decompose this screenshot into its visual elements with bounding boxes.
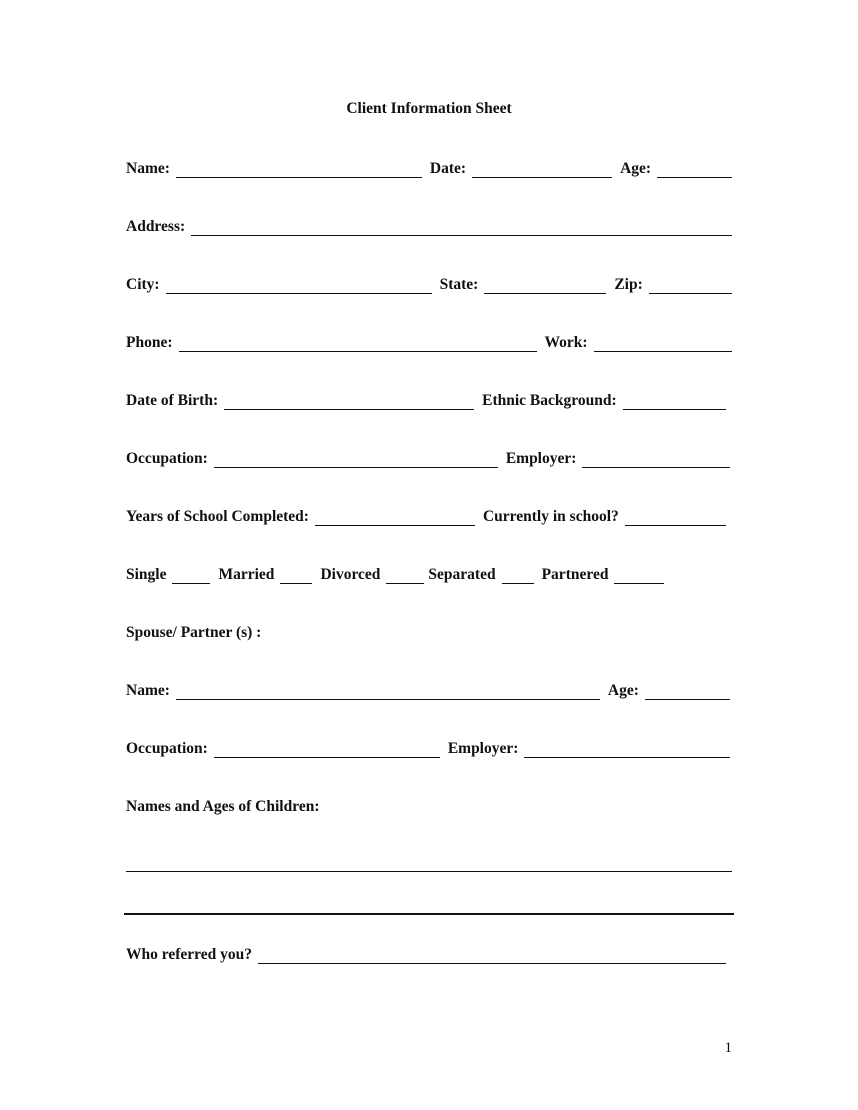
zip-label: Zip:	[614, 276, 643, 293]
spouse-employer-field[interactable]	[524, 742, 730, 758]
ethnic-label: Ethnic Background:	[482, 392, 617, 409]
work-field[interactable]	[594, 336, 732, 352]
work-label: Work:	[544, 334, 588, 351]
row-referral	[126, 946, 732, 968]
date-field[interactable]	[472, 162, 612, 178]
spouse-employer-label: Employer:	[447, 740, 519, 757]
occupation-field[interactable]	[214, 452, 498, 468]
married-field[interactable]	[280, 568, 312, 584]
state-field[interactable]	[484, 278, 606, 294]
married-label: Married	[218, 566, 275, 583]
years-school-label: Years of School Completed:	[126, 508, 309, 525]
partnered-label: Partnered	[541, 566, 609, 583]
divorced-label: Divorced	[320, 566, 381, 583]
children-field-line[interactable]	[126, 871, 732, 872]
single-field[interactable]	[172, 568, 210, 584]
row-city-state-zip	[126, 276, 732, 298]
state-label: State:	[439, 276, 479, 293]
city-label: City:	[126, 276, 160, 293]
years-school-field[interactable]	[315, 510, 475, 526]
ethnic-field[interactable]	[623, 394, 726, 410]
row-spouse-occupation-employer	[126, 740, 732, 762]
dob-label: Date of Birth:	[126, 392, 219, 409]
spouse-age-field[interactable]	[645, 684, 730, 700]
row-address	[126, 218, 732, 240]
age-field[interactable]	[657, 162, 732, 178]
children-label: Names and Ages of Children:	[126, 798, 320, 815]
name-field[interactable]	[176, 162, 422, 178]
date-label: Date:	[429, 160, 467, 177]
city-field[interactable]	[166, 278, 432, 294]
spouse-name-field[interactable]	[176, 684, 600, 700]
name-label: Name:	[126, 160, 170, 177]
partnered-field[interactable]	[614, 568, 664, 584]
referred-field[interactable]	[258, 948, 726, 964]
address-label: Address:	[126, 218, 186, 235]
occupation-label: Occupation:	[126, 450, 208, 467]
spouse-name-label: Name:	[126, 682, 170, 699]
row-spouse-heading	[126, 624, 732, 646]
phone-field[interactable]	[179, 336, 537, 352]
dob-field[interactable]	[224, 394, 474, 410]
spouse-occupation-label: Occupation:	[126, 740, 208, 757]
phone-label: Phone:	[126, 334, 173, 351]
row-spouse-name-age	[126, 682, 732, 704]
row-dob-ethnic	[126, 392, 732, 414]
row-children-heading	[126, 798, 732, 820]
separated-field[interactable]	[502, 568, 534, 584]
row-occupation-employer	[126, 450, 732, 472]
age-label: Age:	[620, 160, 652, 177]
divorced-field[interactable]	[386, 568, 424, 584]
page-title: Client Information Sheet	[346, 100, 512, 117]
referred-label: Who referred you?	[126, 946, 252, 963]
employer-label: Employer:	[505, 450, 577, 467]
section-divider	[124, 913, 734, 915]
spouse-label: Spouse/ Partner (s) :	[126, 624, 262, 641]
currently-school-label: Currently in school?	[482, 508, 619, 525]
address-field[interactable]	[191, 220, 732, 236]
employer-field[interactable]	[582, 452, 730, 468]
spouse-occupation-field[interactable]	[214, 742, 440, 758]
row-phone-work	[126, 334, 732, 356]
currently-school-field[interactable]	[625, 510, 726, 526]
row-marital-status	[126, 566, 732, 588]
page-number: 1	[724, 1040, 732, 1056]
row-school	[126, 508, 732, 530]
spouse-age-label: Age:	[607, 682, 639, 699]
separated-label: Separated	[428, 566, 496, 583]
zip-field[interactable]	[649, 278, 732, 294]
row-name-date-age	[126, 160, 732, 182]
single-label: Single	[126, 566, 167, 583]
